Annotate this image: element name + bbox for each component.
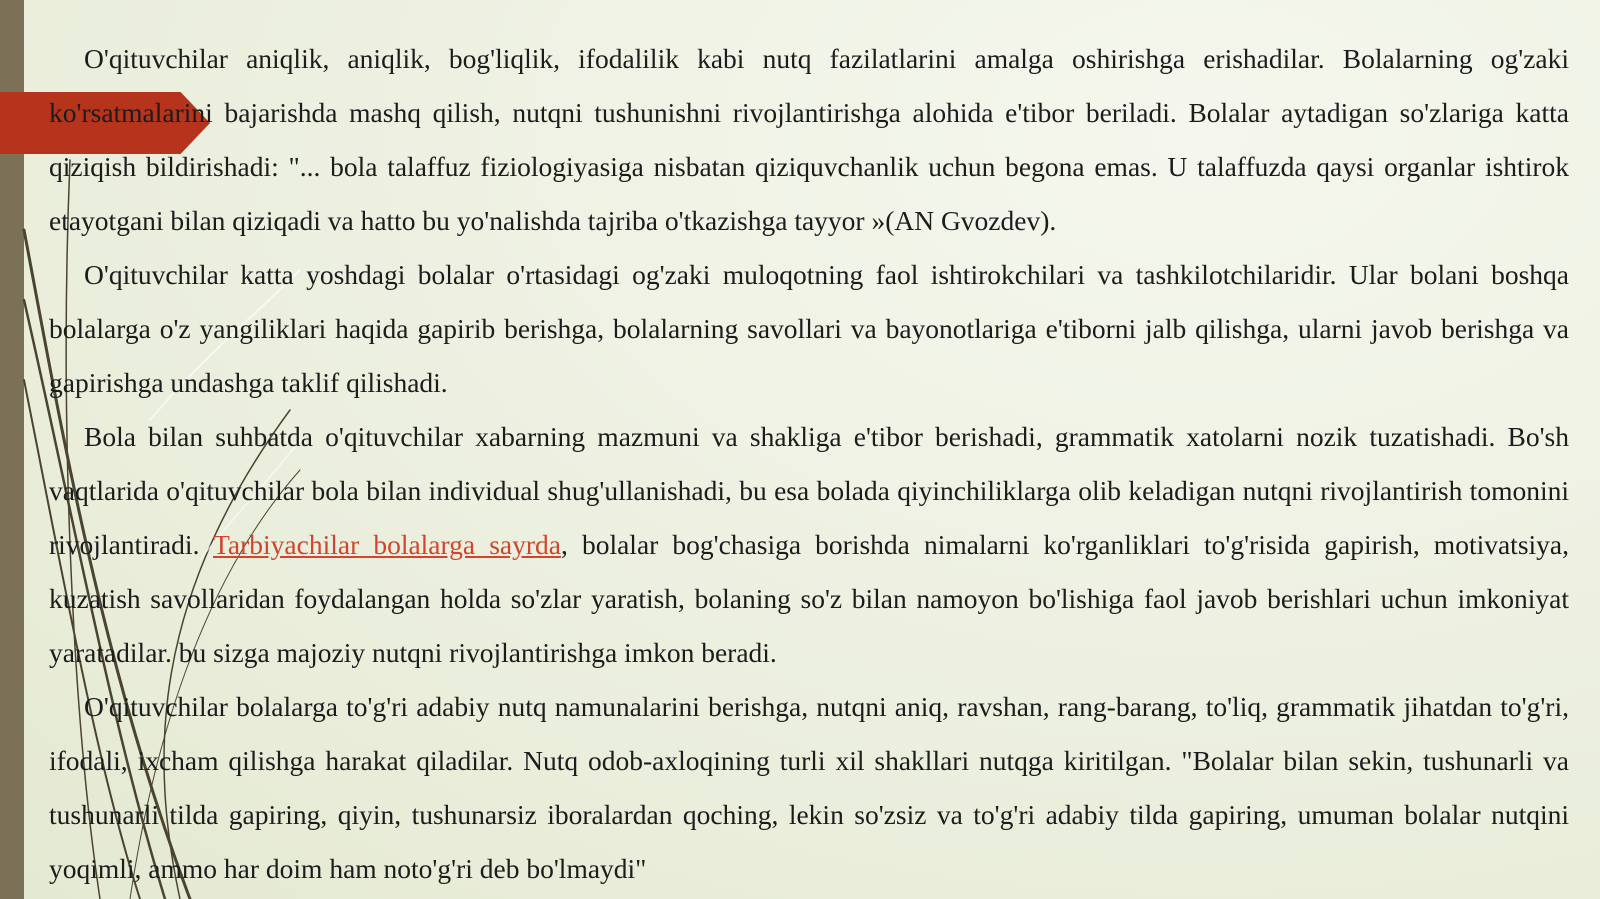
- paragraph-3: [49, 410, 1569, 680]
- text-content: [49, 32, 1569, 896]
- paragraph-3-after: , bolalar bog'chasiga borishda nimalarni ko'rganliklari to'g'risida gapirish, motivatsiya, kuzatish savollaridan foydalangan holda so'zlar yaratish, bolaning so'z bilan namoyon bo'lishiga faol javob berishlari uchun imkoniyat yaratadilar. bu sizga majoziy nutqni rivojlantirishga imkon beradi.: [49, 529, 1569, 668]
- paragraph-2: O'qituvchilar katta yoshdagi bolalar o'rtasidagi og'zaki muloqotning faol ishtirokchilari va tashkilotchilaridir. Ular bolani boshqa bolalarga o'z yangiliklari haqida gapirib berishga, bolalarning savollari va bayonotlariga e'tiborni jalb qilishga, ularni javob berishga va gapirishga undashga taklif qilishadi.: [49, 259, 1569, 398]
- paragraph-1: O'qituvchilar aniqlik, aniqlik, bog'liqlik, ifodalilik kabi nutq fazilatlarini amalga oshirishga erishadilar. Bolalarning og'zaki ko'rsatmalarini bajarishda mashq qilish, nutqni tushunishni rivojlantirishga alohida e'tibor beriladi. Bolalar aytadigan so'zlariga katta qiziqish bildirishadi: "... bola talaffuz fiziologiyasiga nisbatan qiziquvchanlik uchun begona emas. U talaffuzda qaysi organlar ishtirok etayotgani bilan qiziqadi va hatto bu yo'nalishda tajriba o'tkazishga tayyor »(AN Gvozdev).: [49, 43, 1569, 236]
- hyperlink[interactable]: Tarbiyachilar bolalarga sayrda: [213, 529, 561, 560]
- paragraph-4: O'qituvchilar bolalarga to'g'ri adabiy nutq namunalarini berishga, nutqni aniq, ravshan, rang-barang, to'liq, grammatik jihatdan to'g'ri, ifodali, ixcham qilishga harakat qiladilar. Nutq odob-axloqining turli xil shakllari nutqga kiritilgan. "Bolalar bilan sekin, tushunarli va tushunarli tilda gapiring, qiyin, tushunarsiz iboralardan qoching, lekin so'zsiz va to'g'ri adabiy tilda gapiring, umuman bolalar nutqini yoqimli, ammo har doim ham noto'g'ri deb bo'lmaydi": [49, 691, 1569, 884]
- paragraph-3-before: Bola bilan suhbatda o'qituvchilar xabarning mazmuni va shakliga e'tibor berishadi, grammatik xatolarni nozik tuzatishadi. Bo'sh vaqtlarida o'qituvchilar bola bilan individual shug'ullanishadi, bu esa bolada qiyinchiliklarga olib keladigan nutqni rivojlantirish tomonini rivojlantiradi.: [49, 421, 1569, 560]
